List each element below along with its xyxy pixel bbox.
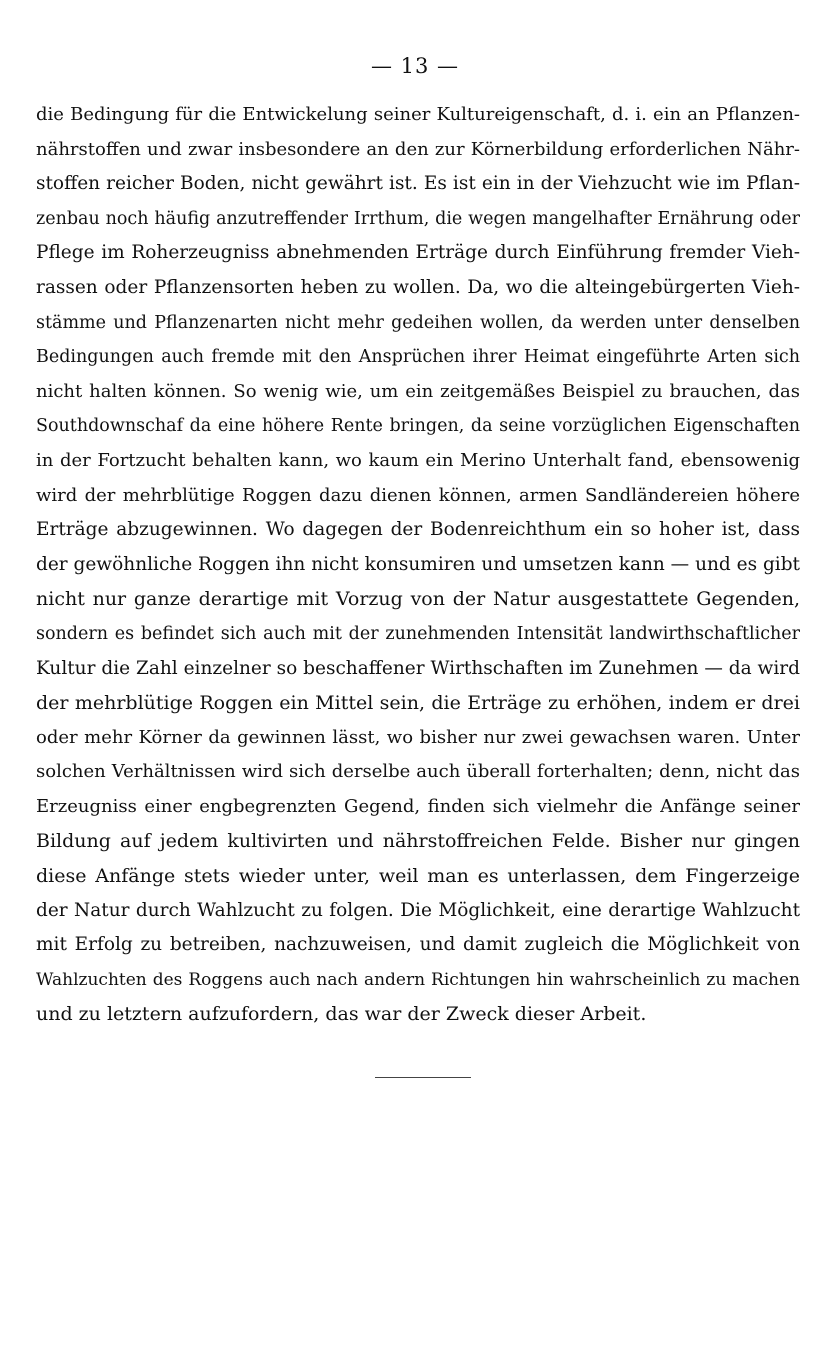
text-line: in der Fortzucht behalten kann, wo kaum ein Merino Unterhalt fand, ebensowenig bbox=[36, 449, 800, 471]
text-line: die Bedingung für die Entwickelung seiner Kultureigenschaft, d. i. ein an Pflanzen- bbox=[36, 104, 800, 125]
end-rule bbox=[375, 1077, 471, 1078]
text-line: sondern es befindet sich auch mit der zunehmenden Intensität landwirthschaftlicher bbox=[36, 623, 800, 644]
text-line: solchen Verhältnissen wird sich derselbe auch überall forterhalten; denn, nicht das bbox=[36, 761, 800, 783]
text-line: wird der mehrblütige Roggen dazu dienen können, armen Sandländereien höhere bbox=[36, 484, 800, 506]
body-text bbox=[36, 98, 800, 1032]
text-line: nicht nur ganze derartige mit Vorzug von der Natur ausgestattete Gegenden, bbox=[36, 588, 800, 611]
text-line: Southdownschaf da eine höhere Rente bringen, da seine vorzüglichen Eigenschaften bbox=[36, 416, 800, 437]
text-line: rassen oder Pflanzensorten heben zu wollen. Da, wo die alteingebürgerten Vieh- bbox=[36, 276, 800, 298]
text-line: stoffen reicher Boden, nicht gewährt ist. Es ist ein in der Viehzucht wie im Pflan- bbox=[36, 173, 800, 195]
text-line: Wahlzuchten des Roggens auch nach andern Richtungen hin wahrscheinlich zu machen bbox=[36, 969, 800, 990]
text-line: nicht halten können. So wenig wie, um ein zeitgemäßes Beispiel zu brauchen, das bbox=[36, 380, 800, 402]
text-line: Bedingungen auch fremde mit den Ansprüchen ihrer Heimat eingeführte Arten sich bbox=[36, 347, 800, 368]
text-line: der Natur durch Wahlzucht zu folgen. Die Möglichkeit, eine derartige Wahlzucht bbox=[36, 899, 800, 921]
text-line: Erzeugniss einer engbegrenzten Gegend, finden sich vielmehr die Anfänge seiner bbox=[36, 795, 800, 817]
text-line: zenbau noch häufig anzutreffender Irrthum, die wegen mangelhafter Ernährung oder bbox=[36, 208, 800, 229]
page-number: — 13 — bbox=[370, 54, 460, 78]
text-line: nährstoffen und zwar insbesondere an den zur Körnerbildung erforderlichen Nähr- bbox=[36, 138, 800, 160]
text-line: mit Erfolg zu betreiben, nachzuweisen, und damit zugleich die Möglichkeit von bbox=[36, 934, 800, 956]
text-line: oder mehr Körner da gewinnen lässt, wo bisher nur zwei gewachsen waren. Unter bbox=[36, 726, 800, 748]
text-line: der gewöhnliche Roggen ihn nicht konsumiren und umsetzen kann — und es gibt bbox=[36, 553, 800, 575]
text-line: Kultur die Zahl einzelner so beschaffener Wirthschaften im Zunehmen — da wird bbox=[36, 657, 800, 679]
text-line: Erträge abzugewinnen. Wo dagegen der Bodenreichthum ein so hoher ist, dass bbox=[36, 519, 800, 541]
text-line: der mehrblütige Roggen ein Mittel sein, die Erträge zu erhöhen, indem er drei bbox=[36, 692, 800, 715]
text-line: Bildung auf jedem kultivirten und nährstoffreichen Felde. Bisher nur gingen bbox=[36, 830, 800, 853]
text-line: stämme und Pflanzenarten nicht mehr gedeihen wollen, da werden unter denselben bbox=[36, 312, 800, 333]
text-line-last: und zu letztern aufzufordern, das war der Zweck dieser Arbeit. bbox=[36, 1003, 647, 1026]
text-line: Pflege im Roherzeugniss abnehmenden Erträge durch Einführung fremder Vieh- bbox=[36, 242, 800, 264]
text-line: diese Anfänge stets wieder unter, weil man es unterlassen, dem Fingerzeige bbox=[36, 865, 800, 888]
